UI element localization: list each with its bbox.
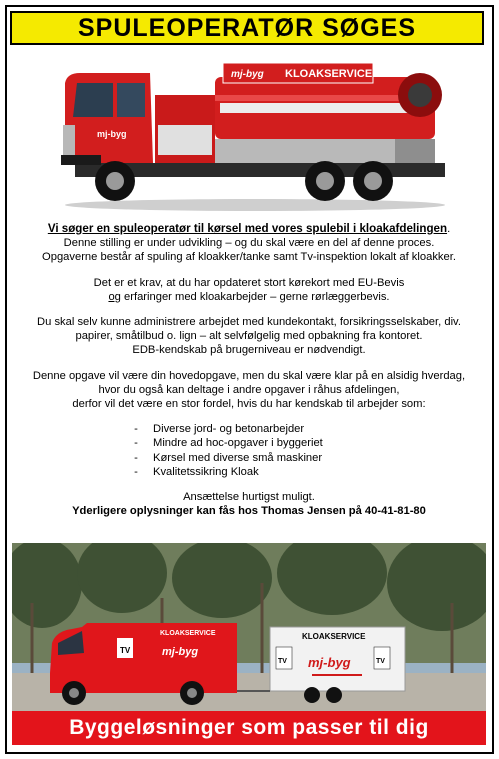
main-task-line-1: Denne opgave vil være din hovedopgave, men du skal være klar på en alsidig hverdag, <box>32 369 466 382</box>
intro-line-3: Opgaverne består af spuling af kloakker/tanke samt Tv-inspektion lokalt af kloakker. <box>42 251 456 264</box>
list-item: - Diverse jord- og betonarbejder <box>134 423 305 436</box>
main-task-line-2: hvor du også kan deltage i andre opgaver i råhus afdelingen, <box>98 383 400 396</box>
title-banner <box>10 11 484 45</box>
slogan-banner <box>12 711 486 745</box>
cab-logo: mj-byg <box>97 129 127 139</box>
van-trailer-photo <box>12 543 486 711</box>
intro-lead: Vi søger en spuleoperatør til kørsel med vores spulebil i kloakafdelingen. <box>47 222 451 235</box>
requirements-line-1: Det er et krav, at du har opdateret stort kørekort med EU-Bevis <box>93 276 405 289</box>
trailer-badge-right: TV <box>376 658 385 665</box>
truck-service-label: KLOAKSERVICE <box>285 68 373 80</box>
admin-line-1: Du skal selv kunne administrere arbejdet med kundekontakt, forsikringsselskaber, div. <box>37 316 461 329</box>
job-description <box>14 222 484 518</box>
main-task-line-3: derfor vil det være en stor fordel, hvis du har kendskab til arbejder som: <box>72 398 426 411</box>
suction-truck-image <box>55 55 455 215</box>
contact-line: Yderligere oplysninger kan fås hos Thomas Jensen på 40-41-81-80 <box>72 505 426 518</box>
page-title: SPULEOPERATØR SØGES <box>77 13 417 42</box>
truck-brand-label: mj-byg <box>231 69 264 80</box>
intro-line-2: Denne stilling er under udvikling – og du skal være en del af denne proces. <box>63 237 435 250</box>
trailer-badge-left: TV <box>278 658 287 665</box>
admin-line-3: EDB-kendskab på brugerniveau er nødvendigt. <box>132 344 366 357</box>
van-badge: TV <box>120 646 131 655</box>
trailer-brand: mj-byg <box>308 655 351 670</box>
van-brand: mj-byg <box>162 646 199 658</box>
van-label: KLOAKSERVICE <box>160 630 216 637</box>
list-item: - Mindre ad hoc-opgaver i byggeriet <box>134 437 323 450</box>
admin-line-2: papirer, småtilbud o. lign – alt selvfølgelig med opbakning fra kontoret. <box>75 330 423 343</box>
requirements-line-2: og erfaringer med kloakarbejder – gerne rørlæggerbevis. <box>108 290 390 303</box>
hiring-note: Ansættelse hurtigst muligt. <box>183 491 315 504</box>
list-item: - Kørsel med diverse små maskiner <box>134 451 323 464</box>
trailer-label: KLOAKSERVICE <box>302 632 366 641</box>
slogan-text: Byggeløsninger som passer til dig <box>69 716 429 739</box>
list-item: - Kvalitetssikring Kloak <box>134 465 259 478</box>
task-list <box>119 422 379 479</box>
